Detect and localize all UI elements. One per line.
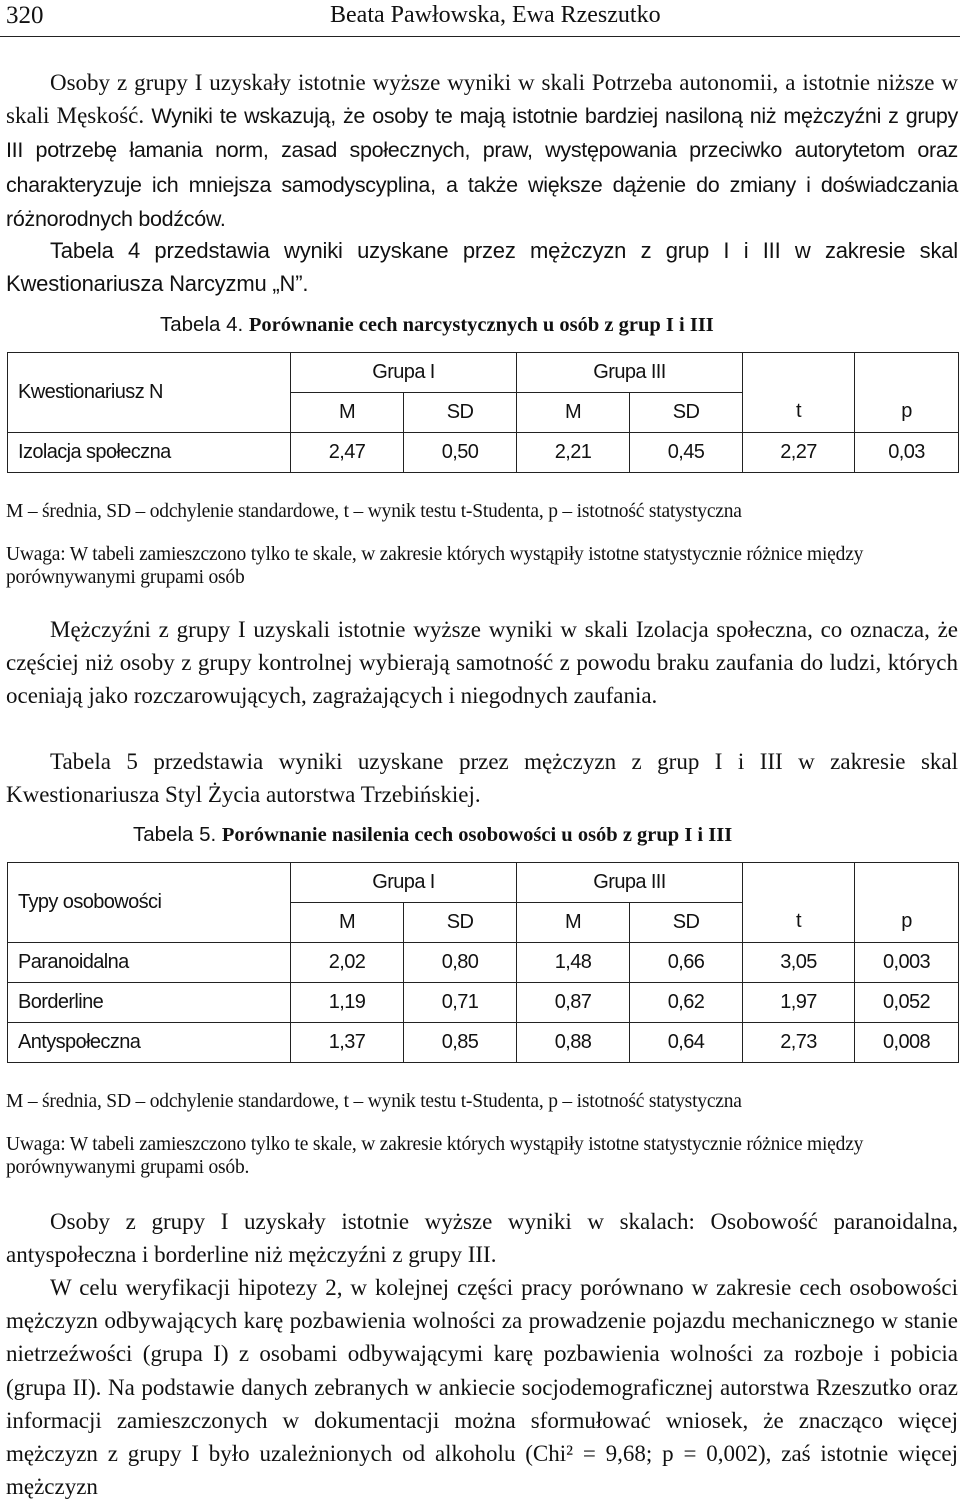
table5-col-sd1: SD <box>404 903 517 943</box>
table5-row-label: Antyspołeczna <box>8 1023 291 1063</box>
table5-col-p-label: p <box>901 910 912 932</box>
table4-caption <box>160 313 714 337</box>
table5-cell-sd3: 0,62 <box>630 983 743 1023</box>
table5-col-sd3: SD <box>630 903 743 943</box>
table5-cell-t: 2,73 <box>743 1023 855 1063</box>
table5-col-t-label: t <box>796 910 801 932</box>
table5-cell-sd1: 0,71 <box>404 983 517 1023</box>
table5-row-label: Borderline <box>8 983 291 1023</box>
paragraph-1-sentence-1: Osoby z grupy I uzyskały istotnie wyższe wyniki w skali Potrzeba autonomii, a istotnie niższe w skali Męskość. <box>6 70 958 129</box>
table5-cell-p: 0,008 <box>855 1023 959 1063</box>
table4-cell-m3: 2,21 <box>517 433 630 473</box>
table4-cell-m1: 2,47 <box>291 433 404 473</box>
table5-caption <box>133 823 732 847</box>
table5-cell-m3: 0,87 <box>517 983 630 1023</box>
table5-cell-t: 3,05 <box>743 943 855 983</box>
table5-cell-p: 0,003 <box>855 943 959 983</box>
table4-col-sd3: SD <box>630 393 743 433</box>
table5-cell-p: 0,052 <box>855 983 959 1023</box>
table4-caption-title: Porównanie cech narcystycznych u osób z grup I i III <box>248 314 714 336</box>
table5-col-t <box>743 863 855 943</box>
table-4 <box>7 352 959 473</box>
paragraph-4: Tabela 5 przedstawia wyniki uzyskane przez mężczyzn z grup I i III w zakresie skal Kwestionariusza Styl Życia autorstwa Trzebińskiej. <box>6 749 958 808</box>
paragraph-6: W celu weryfikacji hipotezy 2, w kolejnej części pracy porównano w zakresie cech osobowości mężczyzn odbywających karę pozbawienia wolności za prowadzenie pojazdu mechanicznego w stanie nietrzeźwości (grupa I) z osobami odbywającymi karę pozbawienia wolności za rozboje i pobicia (grupa II). Na podstawie danych zebranych w ankiecie socjodemograficznej autorstwa Rzeszutko oraz informacji zamieszczonych w dokumentacji można sformułować wniosek, że znacząco więcej mężczyzn z grupy I było uzależnionych od alkoholu (Chi² = 9,68; p = 0,002), zaś istotnie więcej mężczyzn <box>6 1275 958 1500</box>
table4-cell-p: 0,03 <box>855 433 959 473</box>
table-5 <box>7 862 959 1063</box>
table4-header-row-1 <box>8 353 959 393</box>
table5-cell-m1: 1,37 <box>291 1023 404 1063</box>
table5-cell-sd1: 0,85 <box>404 1023 517 1063</box>
table4-col-m1: M <box>291 393 404 433</box>
table4-col-p <box>855 353 959 433</box>
table5-cell-m3: 0,88 <box>517 1023 630 1063</box>
table4-cell-sd3: 0,45 <box>630 433 743 473</box>
table5-row-label: Paranoidalna <box>8 943 291 983</box>
table5-caption-title: Porównanie nasilenia cech osobowości u osób z grup I i III <box>221 824 733 846</box>
table-row <box>8 433 959 473</box>
header-rule <box>0 36 960 37</box>
table5-row-header: Typy osobowości <box>8 863 291 943</box>
table-row <box>8 1023 959 1063</box>
table5-col-m1: M <box>291 903 404 943</box>
table5-cell-t: 1,97 <box>743 983 855 1023</box>
table5-cell-m1: 2,02 <box>291 943 404 983</box>
table4-col-t <box>743 353 855 433</box>
table4-col-t-label: t <box>796 400 801 422</box>
paragraph-2: Tabela 4 przedstawia wyniki uzyskane przez mężczyzn z grup I i III w zakresie skal Kwestionariusza Narcyzmu „N”. <box>6 238 958 297</box>
table5-group1-header: Grupa I <box>291 863 517 903</box>
paragraph-1-sentence-2: Wyniki te wskazują, że osoby te mają istotnie bardziej nasiloną niż mężczyźni z grupy III potrzebę łamania norm, zasad społecznych, praw, występowania przeciwko autorytetom oraz charakteryzuje ich mniejsza samodyscyplina, a także większe dążenie do zmiany i doświadczania różnorodnych bodźców. <box>6 104 958 231</box>
table4-legend: M – średnia, SD – odchylenie standardowe, t – wynik testu t-Studenta, p – istotność statystyczna <box>6 501 742 522</box>
page-number: 320 <box>6 2 44 29</box>
table5-note: Uwaga: W tabeli zamieszczono tylko te skale, w zakresie których wystąpiły istotne statystycznie różnice między porównywanymi grupami osób. <box>6 1134 864 1178</box>
page-header <box>0 0 960 40</box>
table5-cell-sd3: 0,66 <box>630 943 743 983</box>
table4-cell-t: 2,27 <box>743 433 855 473</box>
table5-legend: M – średnia, SD – odchylenie standardowe, t – wynik testu t-Studenta, p – istotność statystyczna <box>6 1091 742 1112</box>
table4-group1-header: Grupa I <box>291 353 517 393</box>
table5-cell-sd3: 0,64 <box>630 1023 743 1063</box>
table4-note: Uwaga: W tabeli zamieszczono tylko te skale, w zakresie których wystąpiły istotne statystycznie różnice między porównywanymi grupami osób <box>6 544 864 588</box>
table5-cell-m3: 1,48 <box>517 943 630 983</box>
table-row <box>8 983 959 1023</box>
paragraph-3: Mężczyźni z grupy I uzyskali istotnie wyższe wyniki w skali Izolacja społeczna, co oznacza, że częściej niż osoby z grupy kontrolnej wybierają samotność z powodu braku zaufania do ludzi, których oceniają jako rozczarowujących, zagrażających i niegodnych zaufania. <box>6 617 958 709</box>
paragraph-1 <box>6 66 958 236</box>
table4-col-sd1: SD <box>404 393 517 433</box>
table5-header-row-1 <box>8 863 959 903</box>
table5-cell-m1: 1,19 <box>291 983 404 1023</box>
table5-caption-prefix: Tabela 5. <box>133 823 217 846</box>
table5-col-p <box>855 863 959 943</box>
table5-col-m3: M <box>517 903 630 943</box>
table4-col-p-label: p <box>901 400 912 422</box>
table4-group3-header: Grupa III <box>517 353 743 393</box>
running-head-authors: Beata Pawłowska, Ewa Rzeszutko <box>330 2 661 28</box>
table4-cell-sd1: 0,50 <box>404 433 517 473</box>
paragraph-5: Osoby z grupy I uzyskały istotnie wyższe wyniki w skalach: Osobowość paranoidalna, antyspołeczna i borderline niż mężczyźni z grupy III. <box>6 1209 958 1268</box>
table4-caption-prefix: Tabela 4. <box>160 313 244 336</box>
table4-row-label: Izolacja społeczna <box>8 433 291 473</box>
table-row <box>8 943 959 983</box>
table4-row-header: Kwestionariusz N <box>8 353 291 433</box>
table4-col-m3: M <box>517 393 630 433</box>
table5-cell-sd1: 0,80 <box>404 943 517 983</box>
table5-group3-header: Grupa III <box>517 863 743 903</box>
